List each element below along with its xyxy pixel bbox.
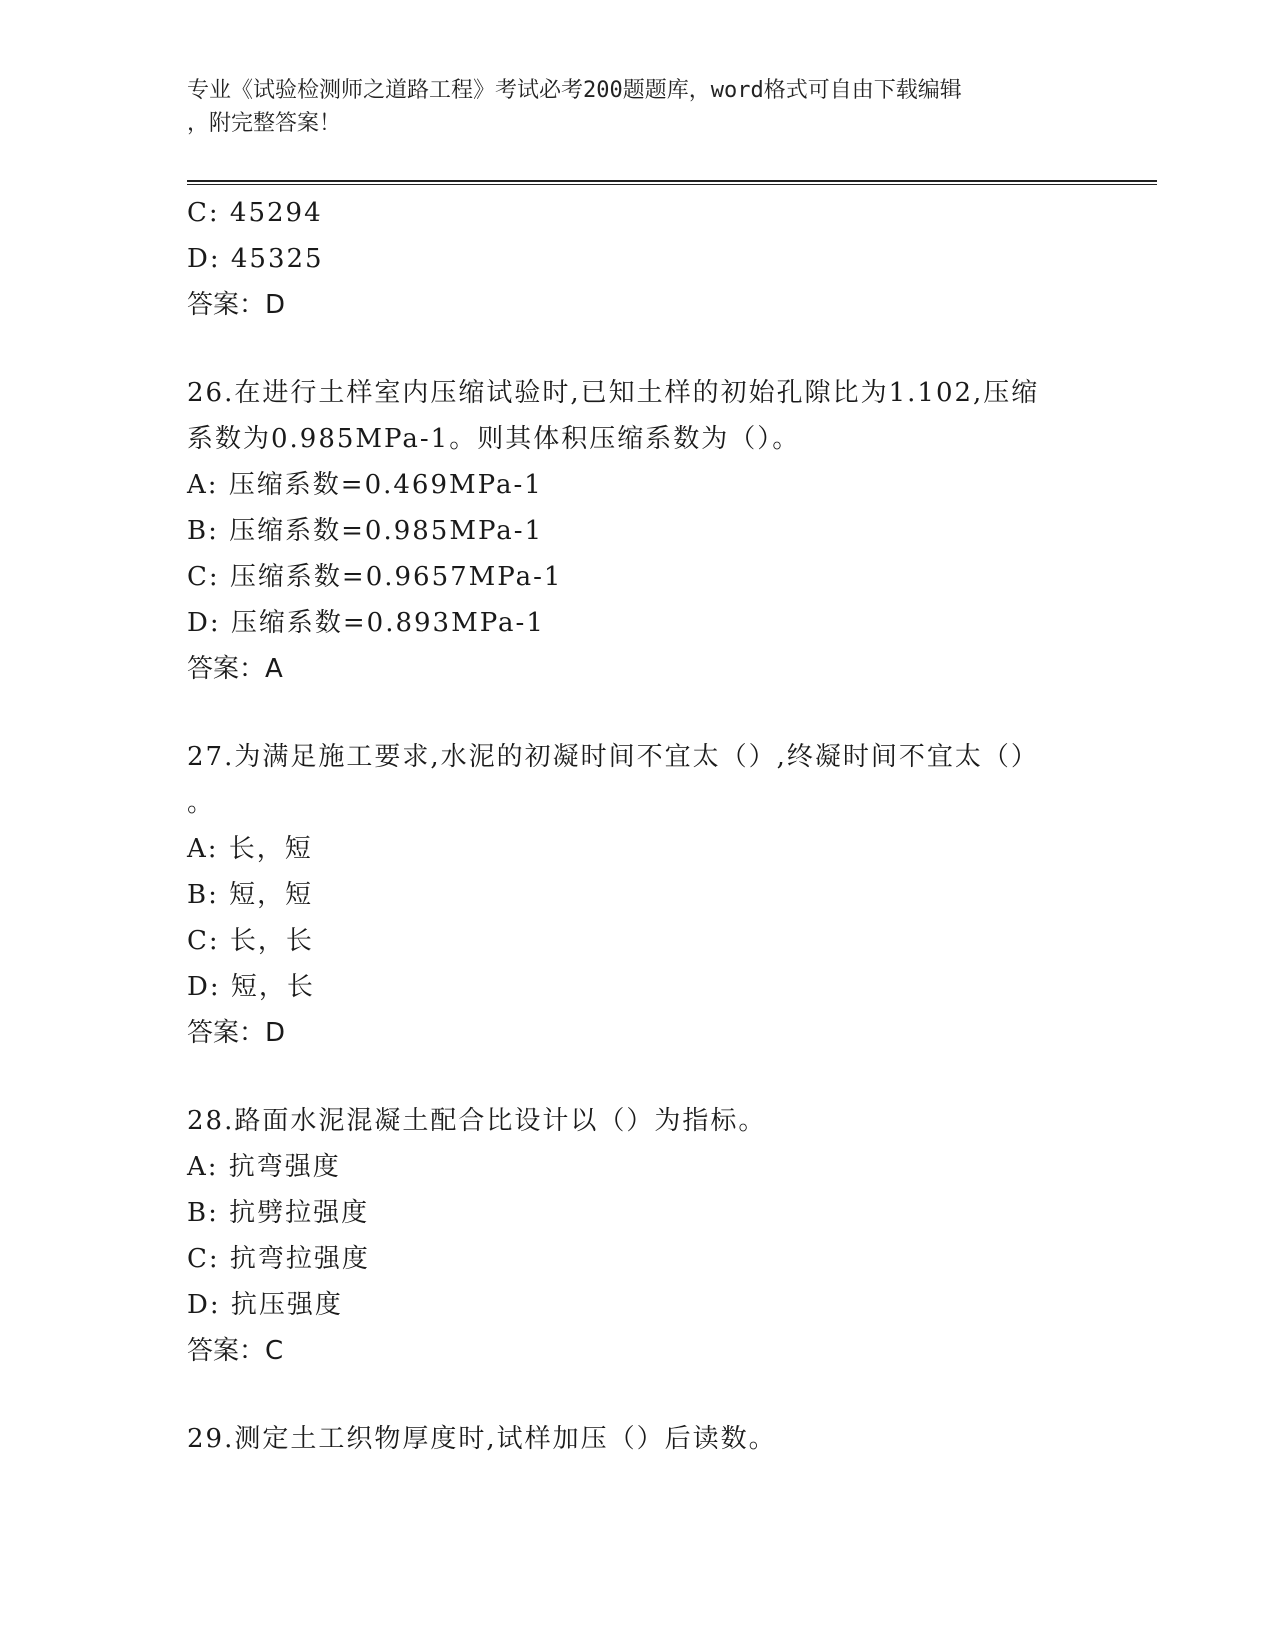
- question-28: [187, 1098, 1087, 1374]
- option-a: A: 抗弯强度: [187, 1152, 341, 1182]
- question-text-line1: 26.在进行土样室内压缩试验时,已知土样的初始孔隙比为1.102,压缩: [187, 378, 1040, 408]
- question-29: [187, 1416, 1087, 1462]
- option-c: C: 长，长: [187, 926, 314, 956]
- option-a: A: 长，短: [187, 834, 313, 864]
- option-d: D: 短，长: [187, 972, 315, 1002]
- answer: 答案：D: [187, 290, 286, 320]
- header-title-line1: 专业《试验检测师之道路工程》考试必考200题题库，word格式可自由下载编辑: [187, 78, 962, 103]
- question-27: [187, 734, 1087, 1056]
- header-title-line2: ，附完整答案！: [187, 111, 342, 136]
- question-text-line1: 27.为满足施工要求,水泥的初凝时间不宜太（）,终凝时间不宜太（）: [187, 742, 1039, 772]
- header-divider-thin: [187, 184, 1157, 185]
- question-text-line2: 。: [187, 788, 216, 818]
- page-header: [187, 74, 1087, 140]
- option-c: C: 45294: [187, 198, 323, 228]
- answer: 答案：A: [187, 654, 283, 684]
- question-list: [187, 190, 1087, 1462]
- option-a: A: 压缩系数=0.469MPa-1: [187, 470, 543, 500]
- question-text-line1: 28.路面水泥混凝土配合比设计以（）为指标。: [187, 1106, 767, 1136]
- answer: 答案：D: [187, 1018, 286, 1048]
- question-text-line1: 29.测定土工织物厚度时,试样加压（）后读数。: [187, 1424, 777, 1454]
- answer: 答案：C: [187, 1336, 284, 1366]
- option-b: B: 抗劈拉强度: [187, 1198, 370, 1228]
- header-divider-thick: [187, 180, 1157, 182]
- option-c: C: 压缩系数=0.9657MPa-1: [187, 562, 563, 592]
- option-d: D: 压缩系数=0.893MPa-1: [187, 608, 545, 638]
- option-d: D: 45325: [187, 244, 324, 274]
- option-d: D: 抗压强度: [187, 1290, 343, 1320]
- option-c: C: 抗弯拉强度: [187, 1244, 370, 1274]
- option-b: B: 短，短: [187, 880, 314, 910]
- question-26: [187, 370, 1087, 692]
- question-text-line2: 系数为0.985MPa-1。则其体积压缩系数为（）。: [187, 424, 801, 454]
- option-b: B: 压缩系数=0.985MPa-1: [187, 516, 544, 546]
- question-25-tail: [187, 190, 1087, 328]
